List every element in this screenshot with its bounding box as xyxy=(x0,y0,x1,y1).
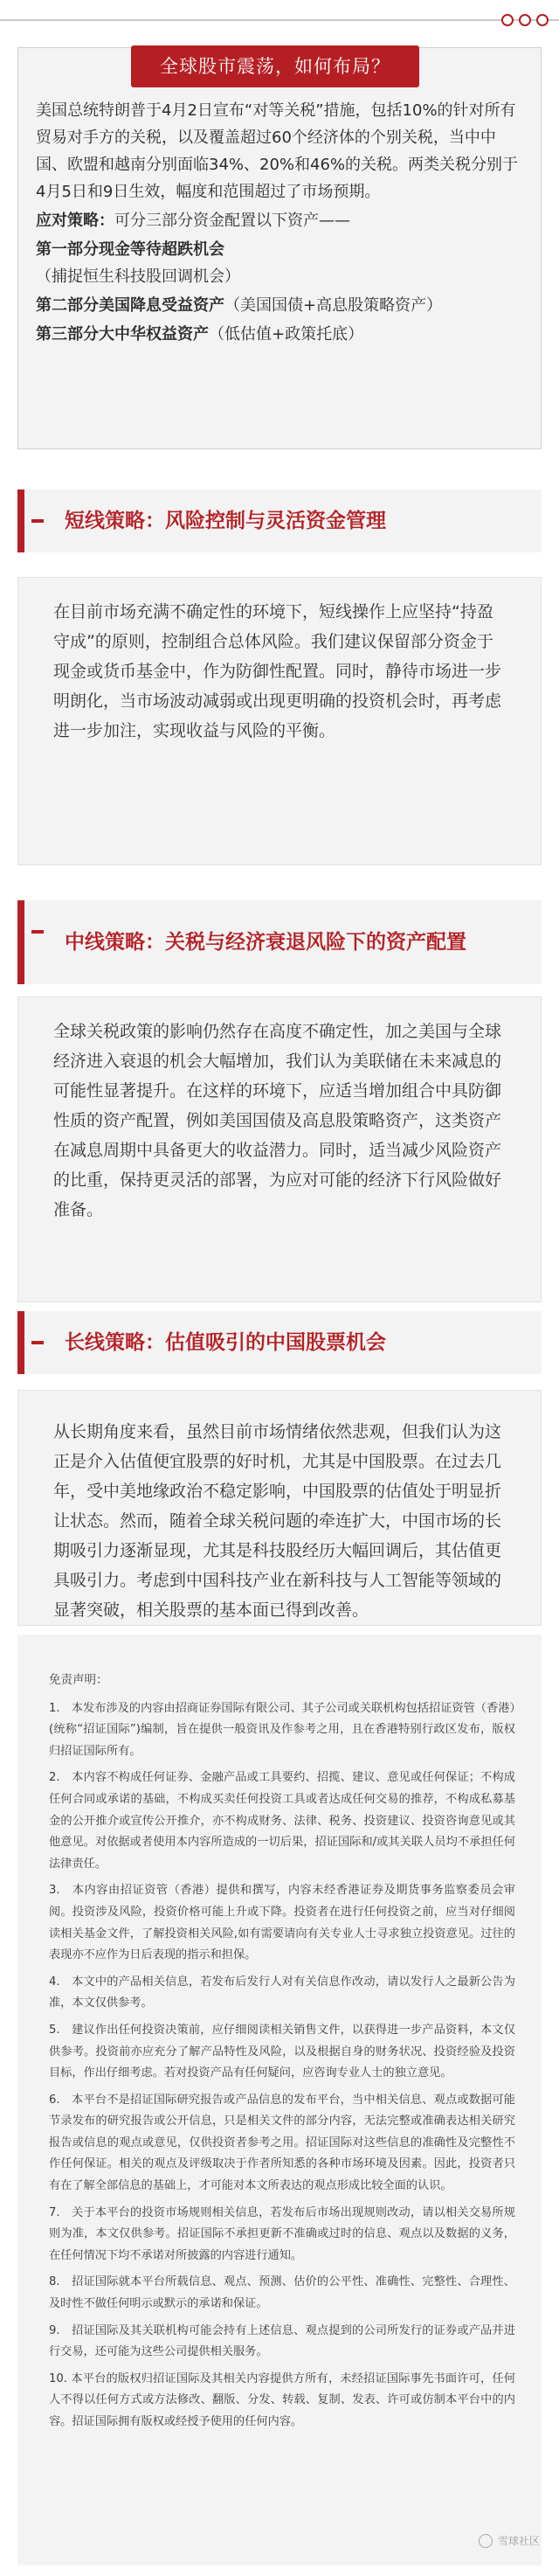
part3-line xyxy=(36,321,523,348)
snowball-logo-icon xyxy=(479,2534,493,2548)
disclaimer-item: 6. 本平台不是招证国际研究报告或产品信息的发布平台，当中相关信息、观点或数据可能节录发布的研究报告或公开信息，只是相关文件的部分内容，无法完整或准确表达相关研究报告或信息的观点或意见，仅供投资者参考之用。招证国际对这些信息的准确性及完整性不作任何保证。相关的观点及评级取决于作者所知悉的各种市场环境及因素。因此，投资者只有在了解全部信息的基础上，才可能对本文所表达的观点形成比较全面的认识。 xyxy=(49,2093,515,2193)
disclaimer-item: 1. 本发布涉及的内容由招商证券国际有限公司、其子公司或关联机构包括招证资管（香港）(统称“招证国际”)编制，旨在提供一般资讯及作参考之用，且在香港特别行政区发布，版权归招证国际所有。 xyxy=(49,1701,515,1758)
part1-label: 第一部分现金等待超跌机会 xyxy=(36,240,224,259)
disclaimer-item: 7. 关于本平台的投资市场规则相关信息，若发布后市场出现规则改动，请以相关交易所规则为准，本文仅供参考。招证国际不承担更新不准确或过时的信息、观点以及数据的义务，在任何情况下均不承诺对所披露的内容进行通知。 xyxy=(49,2205,515,2262)
strategy-label: 应对策略： xyxy=(36,212,114,230)
part2-label: 第二部分美国降息受益资产 xyxy=(36,296,224,315)
disclaimer-item: 8. 招证国际就本平台所载信息、观点、预测、估价的公平性、准确性、完整性、合理性、及时性不做任何明示或默示的承诺和保证。 xyxy=(49,2275,515,2311)
part3-label: 第三部分大中华权益资产 xyxy=(36,325,209,344)
mid-term-content xyxy=(17,996,542,1302)
disclaimer-item: 9. 招证国际及其关联机构可能会持有上述信息、观点提到的公司所发行的证券或产品并进行交易，还可能为这些公司提供相关服务。 xyxy=(49,2323,515,2359)
part1-text: （捕捉恒生科技股回调机会） xyxy=(36,267,240,286)
long-term-heading xyxy=(17,1311,542,1374)
dot-icon xyxy=(501,14,514,26)
short-term-heading-text: 短线策略：风险控制与灵活资金管理 xyxy=(65,510,386,532)
overview-body xyxy=(18,48,541,348)
watermark xyxy=(479,2533,540,2548)
mid-term-heading xyxy=(17,900,542,984)
section-tab-title: 全球股市震荡，如何布局？ xyxy=(131,45,419,87)
part2-line xyxy=(36,292,523,319)
strategy-line xyxy=(36,207,523,234)
disclaimer-item: 2. 本内容不构成任何证券、金融产品或工具要约、招揽、建议、意见或任何保证；不构成任何合同或承诺的基础，不构成买卖任何投资工具或者达成任何交易的推荐，不构成私募基金的公开推介或宣传公开推介，亦不构成财务、法律、税务、投资建议、投资咨询意见或其他意见。对依据或者使用本内容所造成的一切后果，招证国际和/或其关联人员均不承担任何法律责任。 xyxy=(49,1771,515,1871)
disclaimer-item: 3. 本内容由招证资管（香港）提供和撰写，内容未经香港证券及期货事务监察委员会审阅。投资涉及风险，投资价格可能上升或下降。投资者在进行任何投资之前，应当对仔细阅读相关基金文件，了解投资相关风险,如有需要请向有关专业人士寻求独立投资意见。过往的表现亦不应作为日后表现的指示和担保。 xyxy=(49,1884,515,1962)
short-term-heading xyxy=(17,490,542,552)
mid-term-heading-text: 中线策略：关税与经济衰退风险下的资产配置 xyxy=(65,931,466,954)
short-term-content xyxy=(17,577,542,865)
disclaimer-title: 免责声明： xyxy=(49,1673,108,1687)
overview-paragraph: 美国总统特朗普于4月2日宣布“对等关税”措施，包括10%的针对所有贸易对手方的关税，以及覆盖超过60个经济体的个别关税，当中中国、欧盟和越南分别面临34%、20%和46%的关税。两类关税分别于4月5日和9日生效，幅度和范围超过了市场预期。 xyxy=(36,101,519,201)
dot-icon xyxy=(536,14,549,26)
long-term-body: 从长期角度来看，虽然目前市场情绪依然悲观，但我们认为这正是介入估值便宜股票的好时机，尤其是中国股票。在过去几年，受中美地缘政治不稳定影响，中国股票的估值处于明显折让状态。然而，随着全球关税问题的牵连扩大，中国市场的长期吸引力逐渐显现，尤其是科技股经历大幅回调后，其估值更具吸引力。考虑到中国科技产业在新科技与人工智能等领域的显著突破，相关股票的基本面已得到改善。 xyxy=(53,1422,502,1620)
long-term-heading-text: 长线策略：估值吸引的中国股票机会 xyxy=(65,1331,386,1354)
mid-term-body: 全球关税政策的影响仍然存在高度不确定性，加之美国与全球经济进入衰退的机会大幅增加，我们认为美联储在未来减息的可能性显著提升。在这样的环境下，应适当增加组合中具防御性质的资产配置，例如美国国债及高息股策略资产，这类资产在减息周期中具备更大的收益潜力。同时，适当减少风险资产的比重，保持更灵活的部署，为应对可能的经济下行风险做好准备。 xyxy=(53,1022,502,1219)
dot-icon xyxy=(519,14,531,26)
disclaimer-item: 4. 本文中的产品相关信息，若发布后发行人对有关信息作改动，请以发行人之最新公告为准，本文仅供参考。 xyxy=(49,1975,515,2010)
part2-text: （美国国债+高息股策略资产） xyxy=(224,296,443,315)
long-term-content xyxy=(17,1390,542,1626)
watermark-text: 雪球社区 xyxy=(497,2535,540,2547)
part1-line xyxy=(36,236,523,290)
top-divider xyxy=(0,19,559,21)
decorative-dots xyxy=(501,14,549,26)
overview-panel xyxy=(17,47,542,449)
part3-text: （低估值+政策托底） xyxy=(209,325,364,344)
disclaimer-item: 10. 本平台的版权归招证国际及其相关内容提供方所有，未经招证国际事先书面许可，任何人不得以任何方式或方法修改、翻版、分发、转载、复制、发表、许可或仿制本平台中的内容。招证国际拥有版权或经授予使用的任何内容。 xyxy=(49,2371,515,2428)
disclaimer-item: 5. 建议作出任何投资决策前，应仔细阅读相关销售文件，以获得进一步产品资料，本文仅供参考。投资前亦应充分了解产品特性及风险，以及根据自身的财务状况、投资经验及投资目标，作出仔细考虑。若对投资产品有任何疑问，应咨询专业人士的独立意见。 xyxy=(49,2023,515,2080)
strategy-text: 可分三部分资金配置以下资产—— xyxy=(114,212,350,230)
short-term-body: 在目前市场充满不确定性的环境下，短线操作上应坚持“持盈守成”的原则，控制组合总体风险。我们建议保留部分资金于现金或货币基金中，作为防御性配置。同时，静待市场进一步明朗化，当市场波动减弱或出现更明确的投资机会时，再考虑进一步加注，实现收益与风险的平衡。 xyxy=(53,602,502,740)
disclaimer-panel xyxy=(17,1635,542,2566)
